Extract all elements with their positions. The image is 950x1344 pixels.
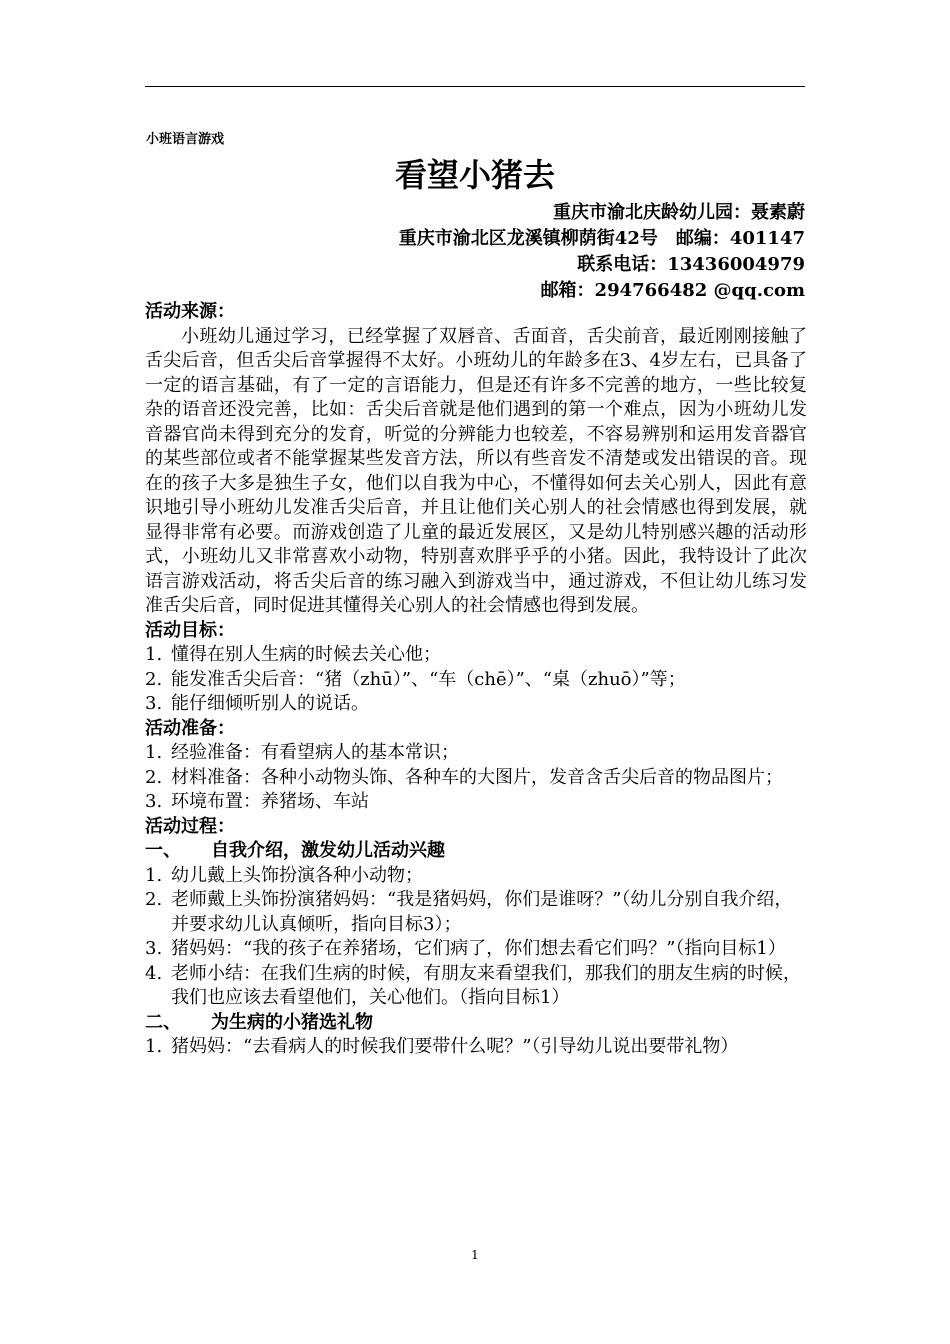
phone-line: 联系电话：13436004979	[577, 254, 805, 275]
list-number: 1.	[145, 644, 163, 665]
document-category-label: 小班语言游戏	[146, 132, 225, 147]
document-title: 看望小猪去	[394, 156, 555, 194]
list-text: 能发准舌尖后音：“猪（zhū）”、“车（chē）”、“桌（zhuō）”等；	[171, 668, 686, 690]
author-line: 重庆市渝北庆龄幼儿园：聂素蔚	[553, 202, 805, 223]
list-item	[145, 790, 807, 815]
process-step-heading	[145, 839, 807, 864]
list-item	[145, 864, 807, 889]
list-number: 4.	[145, 962, 163, 984]
list-item	[145, 1035, 807, 1060]
process-step-heading	[145, 1011, 807, 1036]
section-heading-goals: 活动目标：	[145, 619, 235, 641]
author-contact-block	[145, 200, 805, 304]
step-number: 二、	[145, 1011, 181, 1033]
list-text: 能仔细倾听别人的说话。	[171, 693, 369, 714]
email-line: 邮箱：294766482 @qq.com	[540, 280, 805, 301]
list-number: 2.	[145, 766, 163, 788]
list-text: 猪妈妈：“我的孩子在养猪场，它们病了，你们想去看它们吗？”（指向目标1）	[171, 938, 786, 959]
step-number: 一、	[145, 840, 181, 861]
list-item	[145, 692, 807, 717]
list-number: 2.	[145, 668, 163, 690]
list-text: 老师小结：在我们生病的时候，有朋友来看望我们，那我们的朋友生病的时候，我们也应该去看望他们，关心他们。（指向目标1）	[171, 962, 801, 1008]
step-title: 自我介绍，激发幼儿活动兴趣	[211, 840, 445, 861]
list-number: 3.	[145, 791, 163, 812]
list-number: 1.	[145, 742, 163, 763]
step-title: 为生病的小猪选礼物	[211, 1011, 373, 1033]
list-item	[145, 962, 807, 1011]
list-number: 2.	[145, 889, 163, 910]
list-text: 幼儿戴上头饰扮演各种小动物；	[171, 864, 423, 886]
list-text: 猪妈妈：“去看病人的时候我们要带什么呢？”（引导幼儿说出要带礼物）	[171, 1036, 739, 1057]
header-rule	[145, 86, 805, 87]
list-text: 环境布置：养猪场、车站	[171, 791, 369, 812]
list-number: 1.	[145, 864, 163, 886]
list-text: 老师戴上头饰扮演猪妈妈：“我是猪妈妈，你们是谁呀？”（幼儿分别自我介绍，并要求幼儿认真倾听，指向目标3）；	[171, 889, 793, 935]
list-number: 3.	[145, 938, 163, 959]
list-item	[145, 766, 807, 791]
list-number: 1.	[145, 1036, 163, 1057]
section-heading-source: 活动来源：	[145, 301, 235, 322]
list-item	[145, 741, 807, 766]
source-paragraph: 小班幼儿通过学习，已经掌握了双唇音、舌面音，舌尖前音，最近刚刚接触了舌尖后音，但舌尖后音掌握得不太好。小班幼儿的年龄多在3、4岁左右，已具备了一定的语言基础，有了一定的言语能力，但是还有许多不完善的地方，一些比较复杂的语音还没完善，比如：舌尖后音就是他们遇到的第一个难点，因为小班幼儿发音器官尚未得到充分的发育，听觉的分辨能力也较差，不容易辨别和运用发音器官的某些部位或者不能掌握某些发音方法，所以有些音发不清楚或发出错误的音。现在的孩子大多是独生子女，他们以自我为中心，不懂得如何去关心别人，因此有意识地引导小班幼儿发准舌尖后音，并且让他们关心别人的社会情感也得到发展，就显得非常有必要。而游戏创造了儿童的最近发展区，又是幼儿特别感兴趣的活动形式，小班幼儿又非常喜欢小动物，特别喜欢胖乎乎的小猪。因此，我特设计了此次语言游戏活动，将舌尖后音的练习融入到游戏当中，通过游戏，不但让幼儿练习发准舌尖后音，同时促进其懂得关心别人的社会情感也得到发展。	[145, 325, 807, 616]
list-number: 3.	[145, 693, 163, 714]
page-number: 1	[471, 1248, 479, 1262]
list-item	[145, 937, 807, 962]
address-line: 重庆市渝北区龙溪镇柳荫街42号 邮编：401147	[398, 228, 805, 249]
list-item	[145, 888, 807, 937]
list-text: 懂得在别人生病的时候去关心他；	[171, 644, 441, 665]
section-heading-prep: 活动准备：	[145, 717, 235, 739]
list-item	[145, 668, 807, 693]
list-text: 经验准备：有看望病人的基本常识；	[171, 742, 459, 763]
document-body	[145, 300, 807, 1060]
list-text: 材料准备：各种小动物头饰、各种车的大图片，发音含舌尖后音的物品图片；	[171, 766, 783, 788]
list-item	[145, 643, 807, 668]
section-heading-process: 活动过程：	[145, 815, 235, 837]
